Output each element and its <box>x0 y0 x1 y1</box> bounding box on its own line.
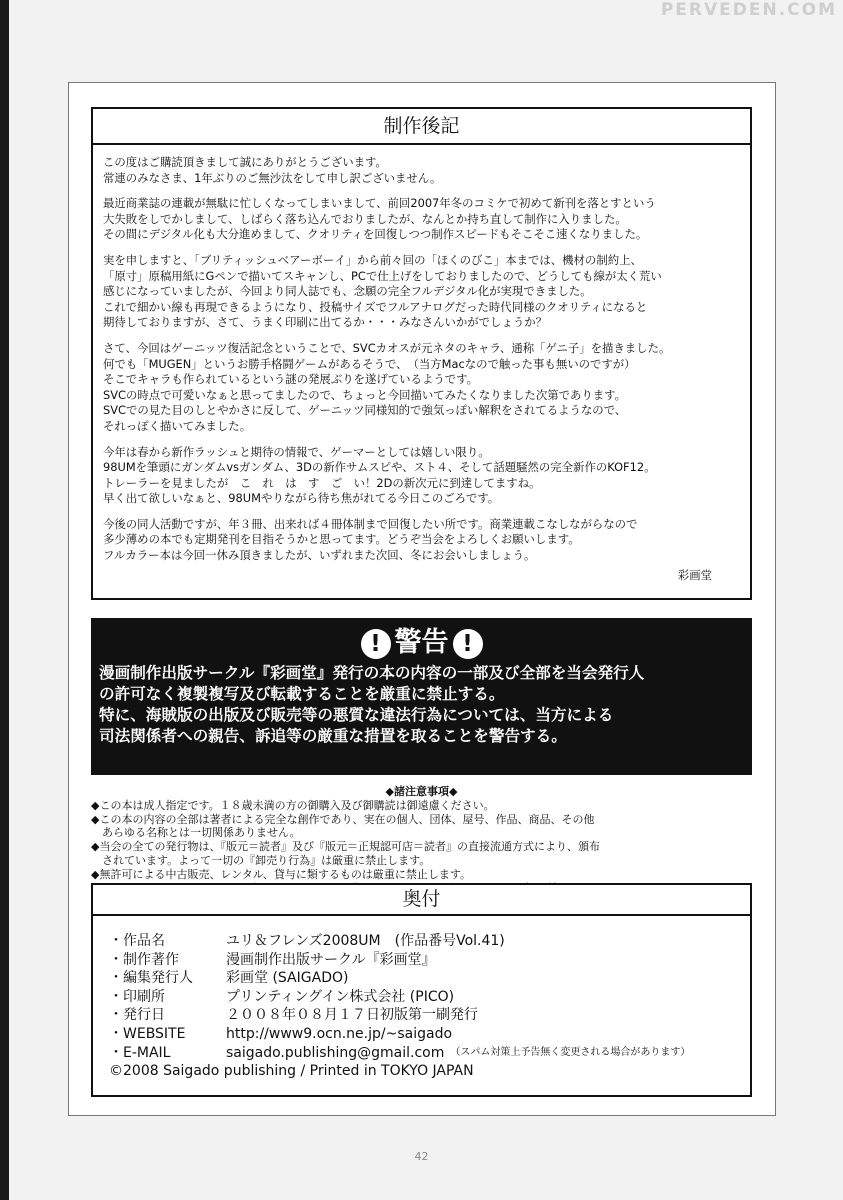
colophon-value: 彩画堂 (SAIGADO) <box>226 970 349 987</box>
notes-title: ◆諸注意事項◆ <box>385 785 458 798</box>
colophon-value: 漫画制作出版サークル『彩画堂』 <box>226 951 436 968</box>
watermark: PERVEDEN.COM <box>660 0 837 20</box>
page-sheet <box>68 82 776 1116</box>
colophon-label: ・印刷所 <box>109 988 165 1005</box>
warning-heading <box>99 624 744 662</box>
website-link[interactable]: http://www9.ocn.ne.jp/~saigado <box>226 1025 453 1042</box>
colophon-row <box>109 951 750 970</box>
colophon-value: ２００８年０８月１７日初版第一刷発行 <box>226 1007 478 1024</box>
warning-title: 警告 <box>394 627 449 658</box>
warning-box <box>91 618 752 775</box>
afterword-paragraph: 今年は春から新作ラッシュと期待の情報で、ゲーマーとしては嬉しい限り。 98UMを筆頭にガンダムvsガンダム、3Dの新作サムスピや、スト４、そして話題騒然の完全新作のKOF12。 トレーラーを見ましたが こ れ は す ご い！2Dの新次元に到達してますね。 早く出て欲しいなぁと、98UMやりながら待ち焦がれてる今日このごろです。 <box>103 444 656 506</box>
afterword-paragraph: この度はご購読頂きまして誠にありがとうございます。 常連のみなさま、1年ぶりのご無沙汰をして申し訳ございません。 <box>103 155 442 185</box>
colophon-row <box>109 1025 750 1044</box>
exclamation-icon: ! <box>453 629 483 659</box>
notes-item: ◆この本は成人指定です。１８歳未満の方の御購入及び御購読は御遠慮ください。 <box>91 798 495 812</box>
colophon-title: 奥付 <box>91 883 752 916</box>
colophon-label: ・発行日 <box>109 1007 165 1024</box>
colophon-box <box>91 916 752 1097</box>
colophon-row <box>109 969 750 988</box>
afterword-box <box>91 145 752 600</box>
colophon-label: ・編集発行人 <box>109 970 193 987</box>
notes-item: ◆当会の全ての発行物は、『版元＝読者』及び『版元＝正規認可店＝読者』の直接流通方式により、頒布 されています。よって一切の『卸売り行為』は厳重に禁止します。 <box>91 840 600 867</box>
page-number: 42 <box>414 1150 429 1163</box>
afterword-paragraph: さて、今回はゲーニッツ復活記念ということで、SVCカオスが元ネタのキャラ、通称「ゲニ子」を描きました。 何でも「MUGEN」というお勝手格闘ゲームがあるそうで、 （当方Macなので触った事も無いのですが） そこでキャラも作られているという謎の発展ぶりを遂げているようです。 SVCの時点で可愛いなぁと思ってましたので、ちょっと今回描いてみたくなりました次第であります。 SVCでの見た目のしとやかさに反して、ゲーニッツ同様知的で強気っぽい解釈をされてるようなので、 それっぽく描いてみました。 <box>103 340 671 433</box>
colophon-value: プリンティングイン株式会社 (PICO) <box>226 988 455 1005</box>
colophon-value: ユリ＆フレンズ2008UM (作品番号Vol.41) <box>226 933 505 949</box>
colophon-label: ・WEBSITE <box>109 1025 186 1042</box>
colophon-row <box>109 932 750 951</box>
afterword-paragraph: 最近商業誌の連載が無駄に忙しくなってしまいまして、前回2007年冬のコミケで初めて新刊を落とすという 大失敗をしでかしまして、しばらく落ち込んでおりましたが、なんとか持ち直して制作に入りました。 その間にデジタル化も大分進めまして、クオリティを回復しつつ制作スピードもそこそこ速くなりました。 <box>103 196 656 242</box>
colophon-label: ・作品名 <box>109 933 165 949</box>
colophon-row <box>109 1044 750 1063</box>
afterword-paragraph: 実を申しますと、「ブリティッシュベアーボーイ」から前々回の「ほくのびこ」本までは、機材の制約上、 「原寸」原稿用紙にGペンで描いてスキャンし、PCで仕上げをしておりましたので、どうしても線が太く荒い 感じになっていましたが、今回より同人誌でも、念願の完全フルデジタル化が実現できました。 これで細かい線も再現できるようになり、投稿サイズでフルアナログだった時代同様のクオリティになると 期待しておりますが、さて、うまく印刷に出てるか・・・みなさんいかがでしょうか？ <box>103 252 662 330</box>
copyright: ©2008 Saigado publishing / Printed in TOKYO JAPAN <box>109 1063 474 1080</box>
warning-text: 漫画制作出版サークル『彩画堂』発行の本の内容の一部及び全部を当会発行人 の許可なく複製複写及び転載することを厳重に禁止する。 特に、海賊版の出版及び販売等の悪質な違法行為については、当方による 司法関係者への親告、訴追等の厳重な措置を取ることを警告する。 <box>99 663 645 745</box>
afterword-paragraph: 今後の同人活動ですが、年３冊、出来れば４冊体制まで回復したい所です。商業連載こなしながらなので 多少薄めの本でも定期発刊を目指そうかと思ってます。どうぞ当会をよろしくお願いします。 フルカラー本は今回一休み頂きましたが、いずれまた次回、冬にお会いしましょう。 <box>103 516 638 563</box>
notes-section <box>91 785 752 895</box>
notes-item: ◆無許可による中古販売、レンタル、貸与に類するものは厳重に禁止します。 <box>91 867 471 881</box>
colophon-row <box>109 988 750 1007</box>
email-note: （スパム対策上予告無く変更される場合があります） <box>450 1046 691 1058</box>
colophon-label: ・E-MAIL <box>109 1044 171 1061</box>
email-link[interactable]: saigado.publishing@gmail.com <box>226 1044 445 1061</box>
afterword-title: 制作後記 <box>91 107 752 145</box>
notes-item: ◆この本の内容の全部は著者による完全な創作であり、実在の個人、団体、屋号、作品、商品、その他 あらゆる名称とは一切関係ありません。 <box>91 812 595 840</box>
colophon-row <box>109 1006 750 1025</box>
page-edge <box>0 0 9 1200</box>
exclamation-icon: ! <box>361 629 391 659</box>
signature: 彩画堂 <box>677 568 712 583</box>
colophon-label: ・制作著作 <box>109 951 179 968</box>
